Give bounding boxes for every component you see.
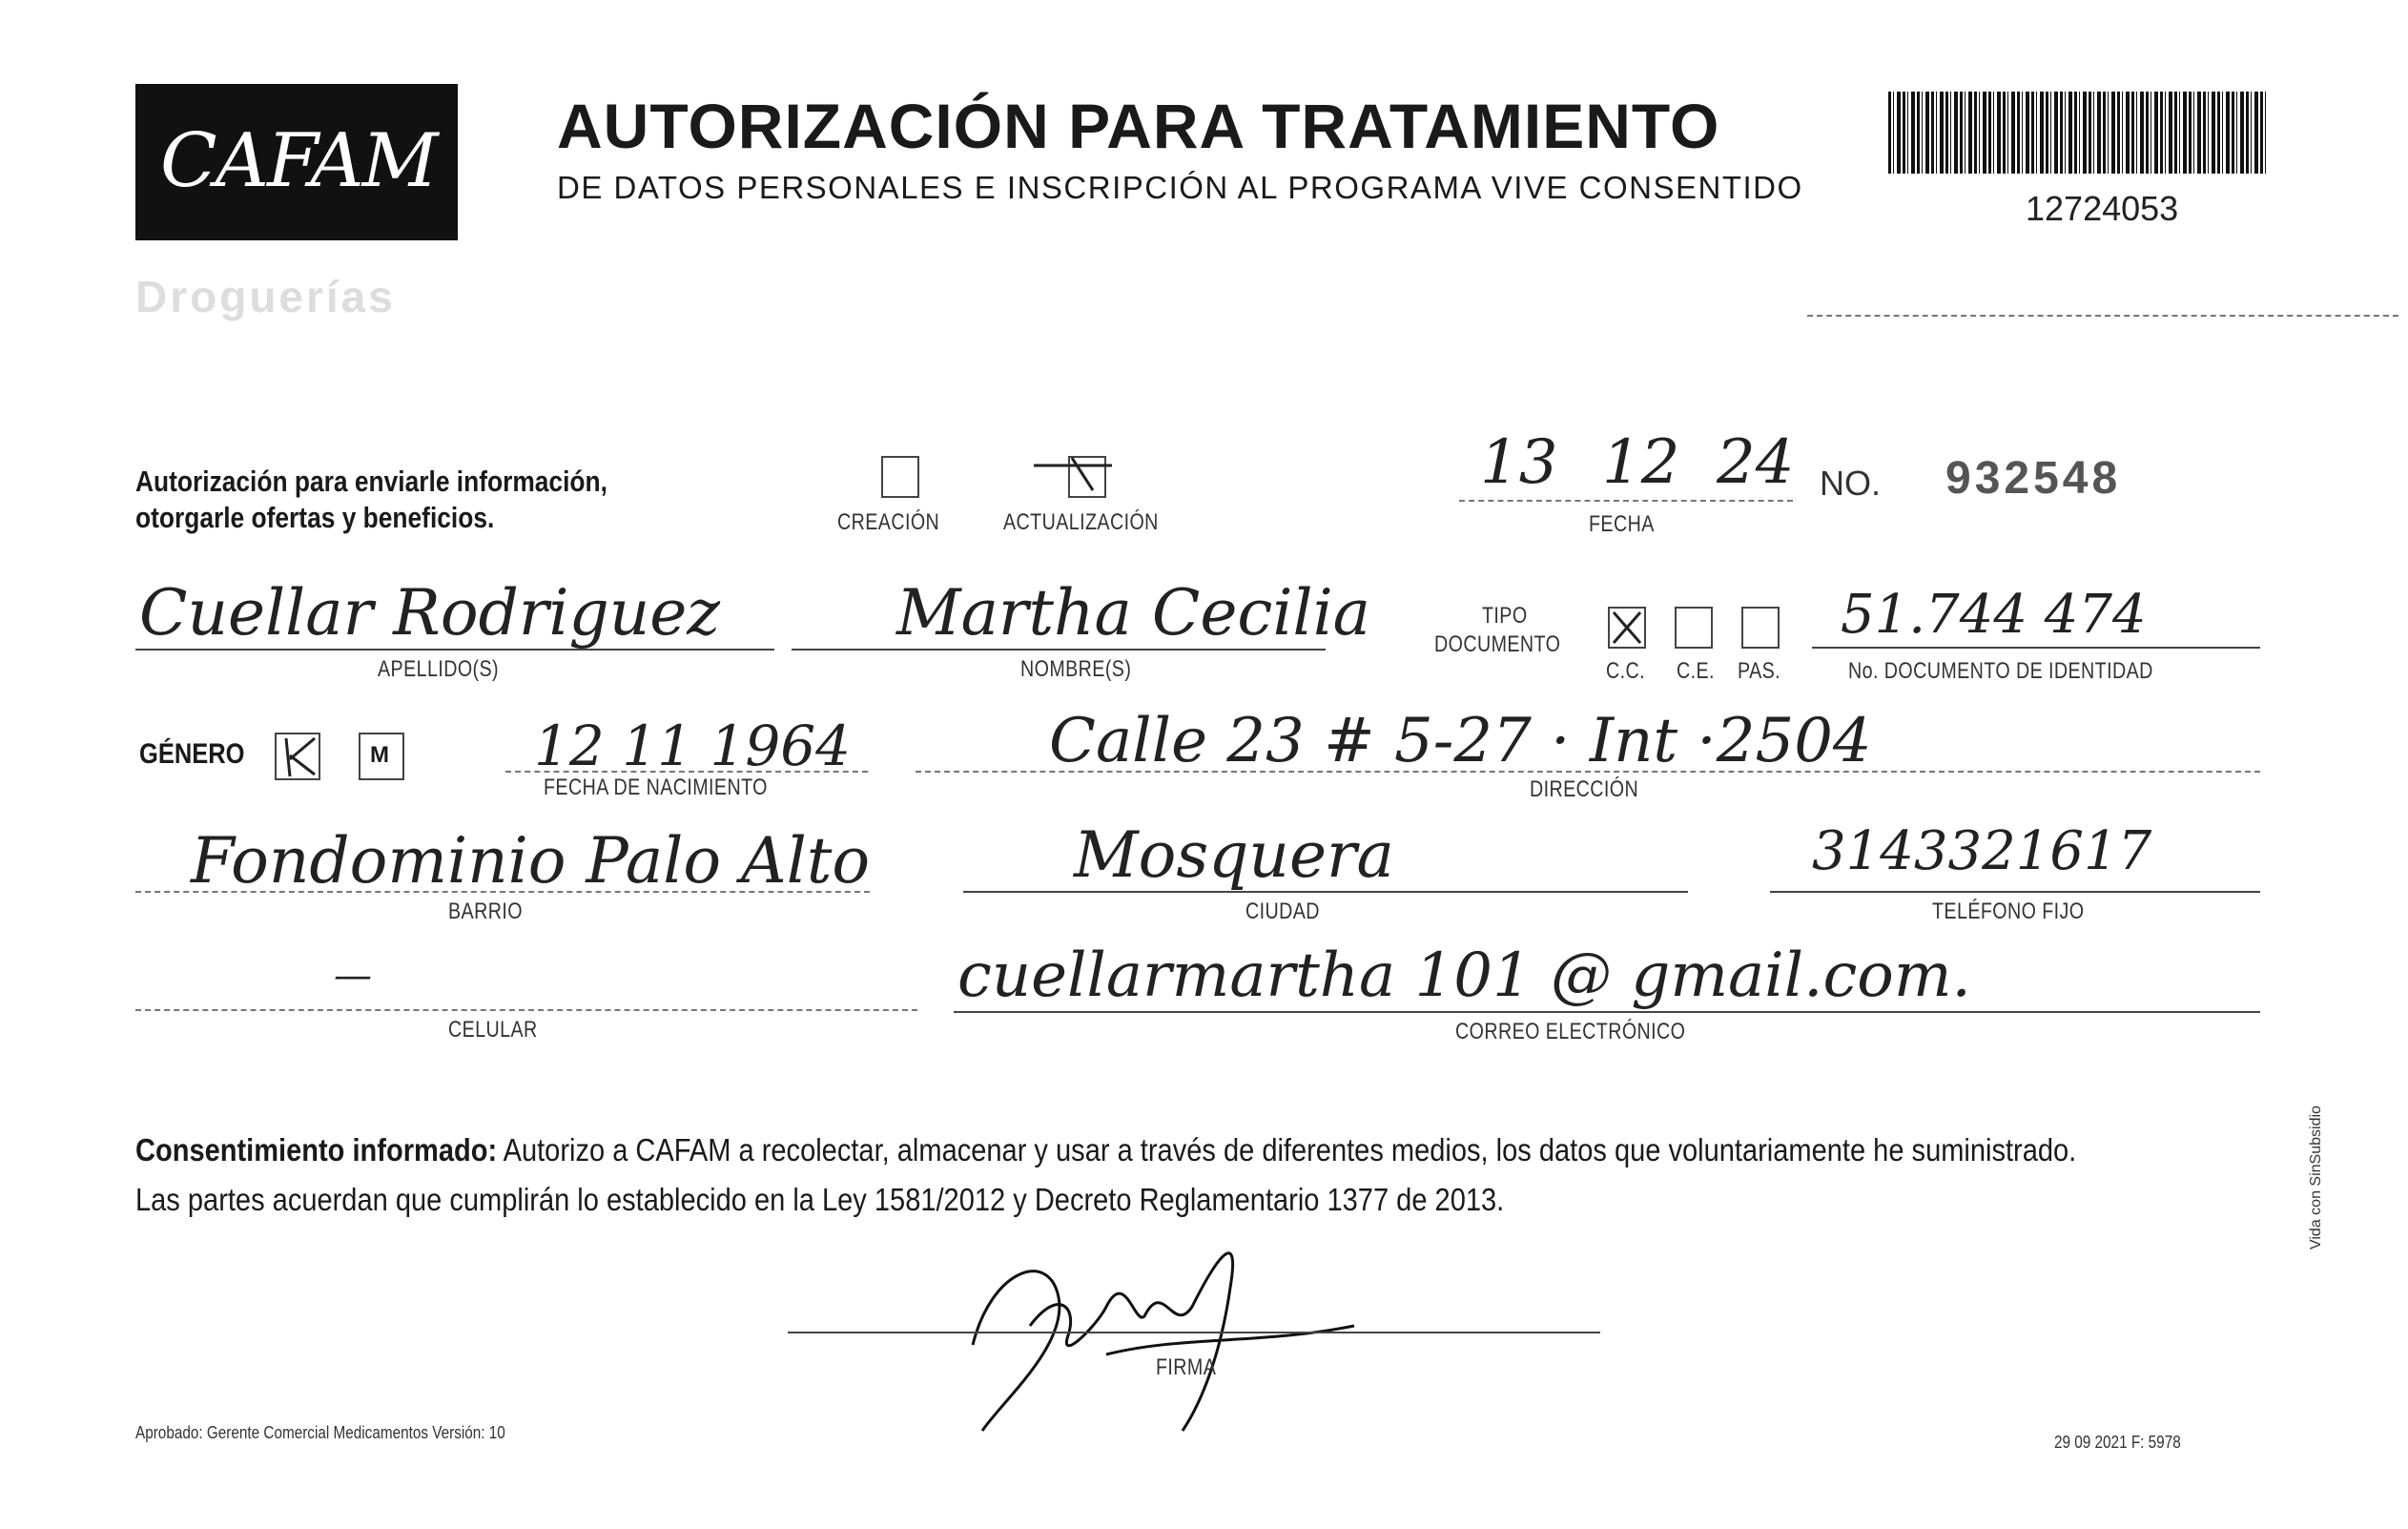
correo-value: cuellarmartha 101 @ gmail.com. xyxy=(957,940,1971,1011)
logo-subtitle: Droguerías xyxy=(135,272,396,321)
barrio-label: BARRIO xyxy=(448,899,523,924)
fecha-dia: 13 xyxy=(1480,427,1558,498)
actualizacion-mark-icon xyxy=(1030,448,1116,496)
barcode-number: 12724053 xyxy=(2026,189,2179,228)
genero-m-label: M xyxy=(370,742,389,768)
cafam-logo xyxy=(135,84,458,240)
creacion-label: CREACIÓN xyxy=(837,509,940,535)
pas-label: PAS. xyxy=(1738,658,1781,684)
apellidos-label: APELLIDO(S) xyxy=(378,656,500,682)
consent-text xyxy=(135,1126,2284,1225)
actualizacion-label: ACTUALIZACIÓN xyxy=(1003,509,1159,535)
intro-text xyxy=(135,464,607,536)
side-text: Vida con SinSubsidio xyxy=(2308,1105,2324,1250)
correo-line xyxy=(954,1011,2260,1013)
intro-line1: Autorización para enviarle información, xyxy=(135,465,607,498)
signature-drawing xyxy=(916,1211,1411,1440)
consent-line2: Las partes acuerdan que cumplirán lo establecido en la Ley 1581/2012 y Decreto Reglamentario 1377 de 2013. xyxy=(135,1182,1505,1217)
barcode xyxy=(1888,92,2268,174)
document-title: AUTORIZACIÓN PARA TRATAMIENTO xyxy=(557,91,1720,161)
nombres-label: NOMBRE(S) xyxy=(1020,656,1132,682)
footer-date-code: 29 09 2021 F: 5978 xyxy=(2054,1433,2181,1452)
creacion-checkbox[interactable] xyxy=(881,456,919,498)
barrio-line xyxy=(135,891,870,893)
ciudad-label: CIUDAD xyxy=(1245,899,1320,924)
fecha-anio: 24 xyxy=(1717,427,1795,498)
ce-checkbox[interactable] xyxy=(1675,607,1713,649)
documento-line xyxy=(1812,647,2260,649)
correo-label: CORREO ELECTRÓNICO xyxy=(1455,1019,1686,1044)
footer-approved: Aprobado: Gerente Comercial Medicamentos Versión: 10 xyxy=(135,1423,505,1442)
nombres-value: Martha Cecilia xyxy=(896,576,1371,650)
document-subtitle: DE DATOS PERSONALES E INSCRIPCIÓN AL PROGRAMA VIVE CONSENTIDO xyxy=(557,170,1803,205)
consent-line1: Autorizo a CAFAM a recolectar, almacenar y usar a través de diferentes medios, los datos que voluntariamente he suministrado. xyxy=(497,1132,2077,1167)
ce-label: C.E. xyxy=(1677,658,1715,684)
telefono-value: 3143321617 xyxy=(1812,820,2152,882)
fecha-nacimiento-label: FECHA DE NACIMIENTO xyxy=(544,775,768,800)
celular-value: — xyxy=(334,954,372,998)
header-divider xyxy=(1807,315,2398,317)
tipo-doc-label-1: TIPO xyxy=(1482,603,1528,629)
fecha-label: FECHA xyxy=(1589,511,1655,537)
genero-label: GÉNERO xyxy=(139,738,245,770)
documento-label: No. DOCUMENTO DE IDENTIDAD xyxy=(1848,658,2153,684)
cc-check-icon xyxy=(1610,609,1644,647)
consent-heading: Consentimiento informado: xyxy=(135,1132,498,1167)
apellidos-line xyxy=(135,649,774,651)
apellidos-value: Cuellar Rodriguez xyxy=(139,576,721,650)
ciudad-value: Mosquera xyxy=(1074,818,1394,892)
ciudad-line xyxy=(963,891,1688,893)
telefono-label: TELÉFONO FIJO xyxy=(1932,899,2085,924)
direccion-line xyxy=(916,771,2260,773)
barrio-value: Fondominio Palo Alto xyxy=(191,824,871,898)
fecha-line xyxy=(1459,500,1793,502)
fecha-nacimiento-line xyxy=(505,771,868,773)
celular-label: CELULAR xyxy=(448,1017,538,1043)
celular-line xyxy=(135,1009,917,1011)
form-number: 932548 xyxy=(1945,453,2122,504)
logo-text: CAFAM xyxy=(160,118,437,204)
documento-value: 51.744 474 xyxy=(1841,584,2147,646)
nombres-line xyxy=(792,649,1326,651)
intro-line2: otorgarle ofertas y beneficios. xyxy=(135,501,495,534)
firma-line xyxy=(788,1332,1600,1333)
cc-label: C.C. xyxy=(1606,658,1645,684)
form-number-label: NO. xyxy=(1820,464,1882,503)
fecha-mes: 12 xyxy=(1602,427,1680,498)
firma-label: FIRMA xyxy=(1156,1354,1217,1380)
telefono-line xyxy=(1770,891,2260,893)
genero-f-mark-icon xyxy=(277,734,319,778)
fecha-nacimiento-value: 12 11 1964 xyxy=(534,713,852,778)
tipo-doc-label-2: DOCUMENTO xyxy=(1434,631,1561,657)
direccion-value: Calle 23 # 5-27 · Int ·2504 xyxy=(1049,706,1872,776)
direccion-label: DIRECCIÓN xyxy=(1530,776,1639,802)
pas-checkbox[interactable] xyxy=(1741,607,1780,649)
